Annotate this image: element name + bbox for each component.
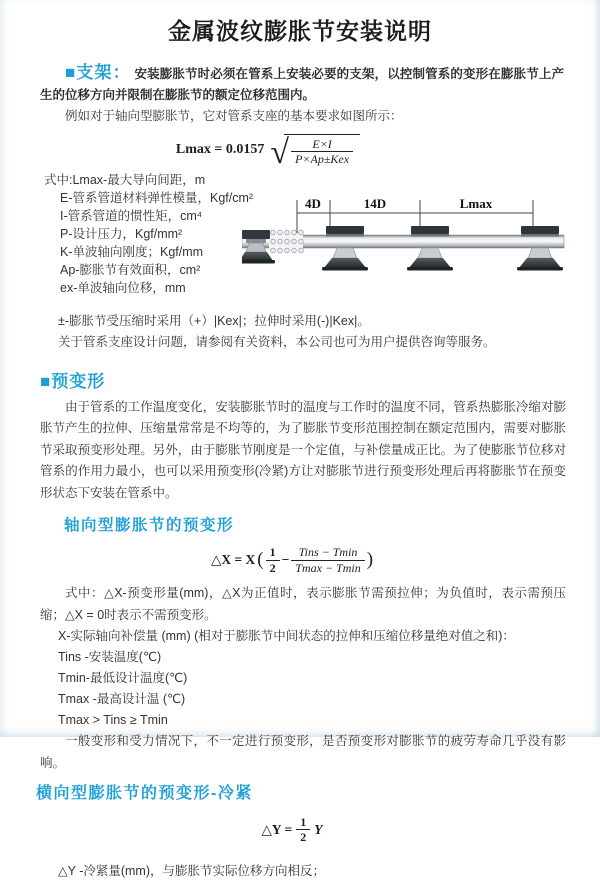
dim-label-4d: 4D: [305, 195, 321, 211]
definition-item: I-管系管道的惯性矩，cm⁴: [60, 208, 203, 223]
formula-dy-post: Y: [314, 821, 323, 837]
parameter-item: Tmax > Tins ≥ Tmin: [58, 713, 168, 728]
lateral-subheading: 横向型膨胀节的预变形-冷紧: [36, 785, 253, 803]
parameter-item: Tmin-最低设计温度(℃): [58, 671, 188, 686]
parameter-item: Tins -安装温度(℃): [58, 650, 162, 665]
predeform-section-heading: ■预变形: [40, 371, 106, 391]
radical-sign: √: [270, 134, 290, 172]
pipe-support-diagram: [242, 195, 598, 300]
delta-x-explanation: 式中：△X-预变形量(mm)，△X为正值时，表示膨胀节需预拉伸；为负值时，表示需预压缩；△X = 0时表示不需预变形。: [40, 586, 566, 622]
axial-subheading: 轴向型膨胀节的预变形: [64, 517, 235, 535]
axial-parameter-list: [58, 626, 600, 731]
definition-item: E-管系管道材料弹性模量，Kgf/cm²: [60, 190, 254, 205]
formula-dx-pre: △X = X: [210, 552, 256, 568]
formula-delta-y: [262, 815, 323, 845]
support-section-heading: ■支架：: [65, 63, 131, 82]
support-example-line: 例如对于轴向型膨胀节，它对管系支座的基本要求如图所示：: [65, 109, 403, 123]
bellows-icon: [269, 230, 303, 253]
formula-delta-x: [211, 545, 373, 575]
half-denominator: 2: [269, 560, 276, 575]
consulting-note: 关于管系支座设计问题，请参阅有关资料，本公司也可为用户提供咨询等服务。: [58, 334, 496, 349]
lateral-note: △Y -冷紧量(mm)，与膨胀节实际位移方向相反；: [58, 863, 326, 878]
definition-item: K-单波轴向刚度；Kgf/mm: [60, 244, 204, 259]
parameter-item: X-实际轴向补偿量 (mm) (相对于膨胀节中间状态的拉伸和压缩位移量绝对值之和)：: [58, 629, 515, 644]
close-paren: ): [366, 549, 374, 571]
half-numerator: 1: [266, 545, 280, 560]
page-title: 金属波纹膨胀节安装说明: [168, 18, 432, 44]
sign-convention-note: ±-膨胀节受压缩时采用（+）|Kex|；拉伸时采用(-)|Kex|。: [58, 313, 370, 328]
definitions-and-diagram-zone: [0, 171, 600, 311]
definition-item: Ap-膨胀节有效面积，cm²: [60, 262, 201, 277]
dim-label-lmax: Lmax: [459, 195, 493, 211]
dim-label-14d: 14D: [363, 195, 387, 211]
dy-half-denominator: 2: [300, 830, 307, 845]
pipe-diagram-svg: [242, 195, 598, 295]
formula-dy-pre: △Y =: [261, 821, 293, 837]
predeform-paragraph: 由于管系的工作温度变化，安装膨胀节时的温度与工作时的温度不同，管系热膨胀冷缩对膨胀节产生的拉伸、压缩量常常是不均等的，为了膨胀节变形范围控制在额定范围内，需要对膨胀节采取预变形处理。另外，由于膨胀节刚度是一个定值，与补偿量成正比。为了使膨胀节位移对管系的作用力最小，也可以采用预变形(冷紧)方让对膨胀节进行预变形处理后再将膨胀节在预变形状态下安装在管系中。: [40, 399, 566, 500]
definition-item: ex-单波轴向位移，mm: [60, 280, 186, 295]
temp-numerator: Tins − Tmin: [291, 545, 364, 560]
formula-lmax-numerator: E×I: [291, 137, 353, 152]
open-paren: (: [257, 549, 264, 571]
formula-lmax-denominator: P×Ap±Kex: [295, 152, 350, 167]
formula-lmax-lhs: Lmax = 0.0157: [175, 142, 265, 158]
definition-item: 式中:Lmax-最大导向间距，m: [44, 172, 206, 187]
dy-half-numerator: 1: [296, 815, 310, 830]
support-intro-paragraph: [40, 62, 564, 106]
parameter-item: Tmax -最高设计温 (℃): [58, 692, 186, 707]
minus-sign: −: [281, 552, 290, 568]
formula-lmax: [175, 134, 360, 172]
definition-item: P-设计压力，Kgf/mm²: [60, 226, 183, 241]
support-intro-text: 安装膨胀节时必须在管系上安装必要的支架，以控制管系的变形在膨胀节上产生的位移方向并限制在膨胀节的额定位移范围内。: [40, 67, 564, 102]
square-root: [270, 134, 360, 172]
radicand: [284, 134, 360, 167]
axial-note: 一般变形和受力情况下，不一定进行预变形，是否预变形对膨胀节的疲劳寿命几乎没有影响。: [40, 734, 566, 770]
temp-denominator: Tmax − Tmin: [295, 560, 361, 575]
